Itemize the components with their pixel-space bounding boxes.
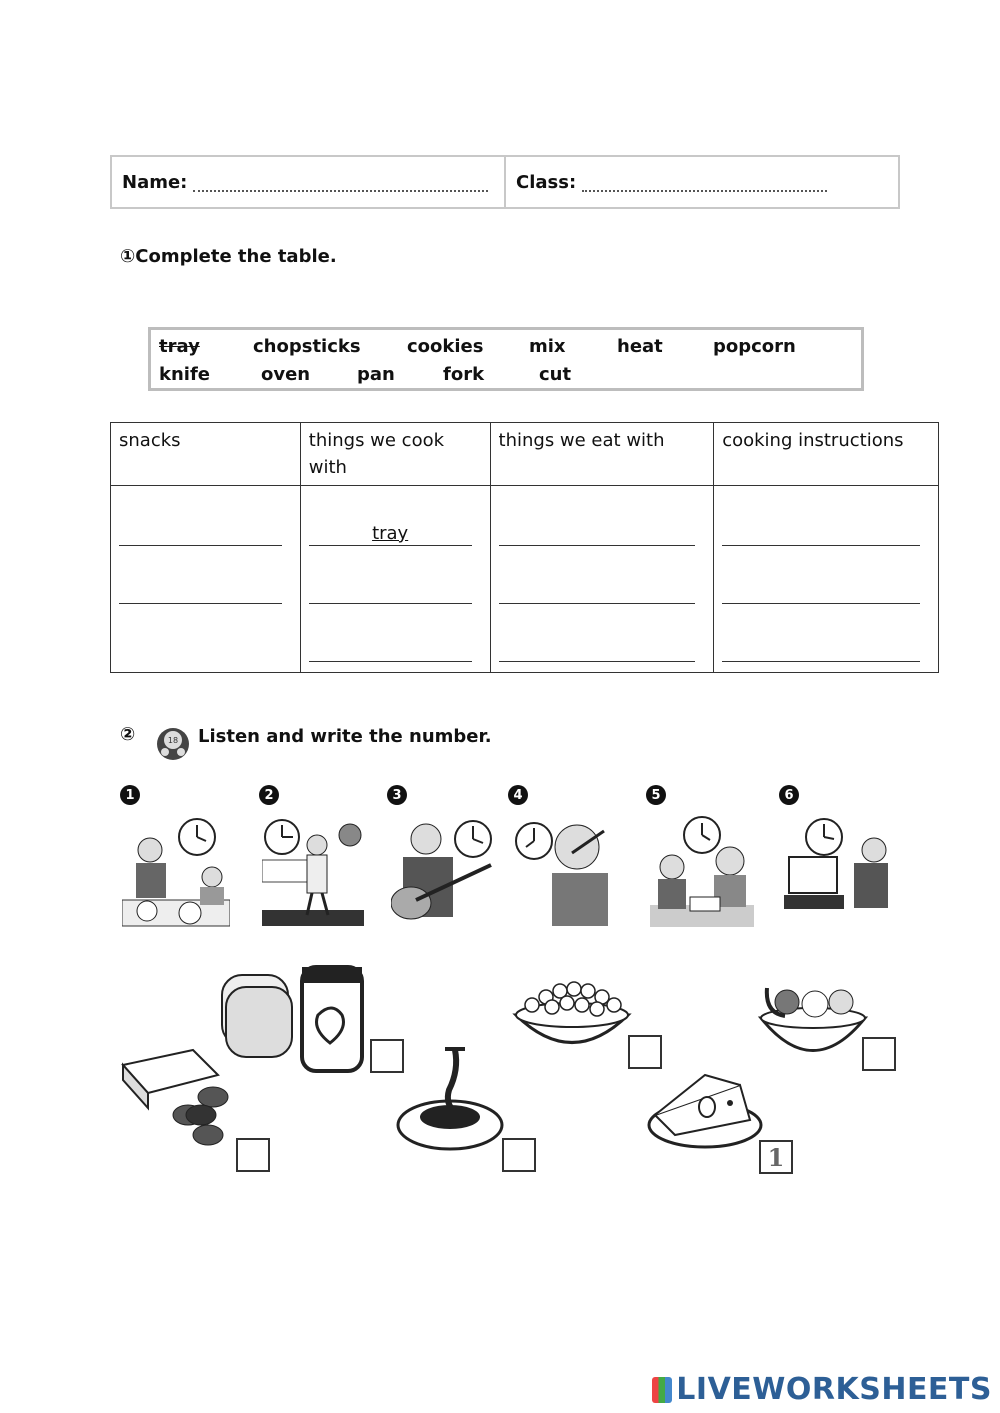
- scene-4-brushing-teeth-illustration: [512, 815, 616, 927]
- section2-title: Listen and write the number.: [198, 726, 492, 747]
- answer-blank[interactable]: [499, 552, 706, 610]
- name-label: Name:: [122, 171, 188, 193]
- answer-box-fruit[interactable]: [862, 1037, 896, 1071]
- scene-number: 4: [508, 785, 528, 805]
- class-cell[interactable]: [504, 157, 898, 207]
- scene-number: 1: [120, 785, 140, 805]
- answer-blank-example: [309, 494, 482, 552]
- fruit-bowl-illustration: [757, 978, 869, 1068]
- word-bank-item: cookies: [407, 336, 484, 357]
- scene-6-watching-tv-illustration: [784, 815, 890, 927]
- answer-box-spaghetti[interactable]: [502, 1138, 536, 1172]
- class-field[interactable]: [582, 172, 827, 192]
- cheese-illustration: [645, 1065, 765, 1155]
- word-bank-item: mix: [529, 336, 566, 357]
- cookies-illustration: [118, 1045, 238, 1160]
- name-field[interactable]: [193, 172, 488, 192]
- liveworksheets-mark-icon: [652, 1377, 672, 1403]
- scene-1-eating-pizza-illustration: [122, 815, 230, 927]
- answer-blank[interactable]: [722, 610, 930, 668]
- answer-blank[interactable]: [309, 552, 482, 610]
- liveworksheets-logo: [652, 1372, 992, 1407]
- snacks-column: [111, 486, 301, 673]
- instructions-column: [714, 486, 939, 673]
- word-bank-item: knife: [159, 364, 210, 385]
- word-bank-item: cut: [539, 364, 572, 385]
- toast-and-jam-illustration: [218, 965, 368, 1075]
- section1-heading: [120, 246, 337, 267]
- cook-with-column: [300, 486, 490, 673]
- header-eat-with: things we eat with: [490, 423, 714, 486]
- section2-number: ②: [120, 724, 136, 745]
- scene-5-homework-illustration: [650, 815, 754, 927]
- answer-box-cookies[interactable]: [236, 1138, 270, 1172]
- word-bank-item: fork: [443, 364, 485, 385]
- track-number: 18: [167, 736, 179, 745]
- scene-number: 6: [779, 785, 799, 805]
- scene-2-volleyball-illustration: [262, 815, 364, 927]
- answer-blank[interactable]: [119, 552, 292, 610]
- word-bank-item: tray: [159, 336, 200, 357]
- word-bank-item: popcorn: [713, 336, 796, 357]
- word-bank-item: heat: [617, 336, 663, 357]
- section1-title: Complete the table.: [135, 246, 337, 267]
- spaghetti-illustration: [395, 1045, 505, 1155]
- student-info-box: [110, 155, 900, 209]
- answer-box-cheese[interactable]: 1: [759, 1140, 793, 1174]
- answer-blank[interactable]: [119, 494, 292, 552]
- header-cook-with: things we cook with: [300, 423, 490, 486]
- answer-blank[interactable]: [309, 610, 482, 668]
- eat-with-column: [490, 486, 714, 673]
- table-header-row: [111, 423, 939, 486]
- word-bank: [148, 327, 864, 391]
- scene-number: 2: [259, 785, 279, 805]
- word-bank-item: oven: [261, 364, 311, 385]
- name-cell[interactable]: [112, 157, 504, 207]
- answer-blank[interactable]: [499, 610, 706, 668]
- answer-box-toast-jam[interactable]: [370, 1039, 404, 1073]
- header-snacks: snacks: [111, 423, 301, 486]
- answer-blank[interactable]: [499, 494, 706, 552]
- word-bank-item: pan: [357, 364, 395, 385]
- answer-box-popcorn[interactable]: [628, 1035, 662, 1069]
- audio-track-icon[interactable]: [155, 726, 191, 762]
- classification-table: [110, 422, 939, 673]
- section1-number: ①: [120, 246, 136, 267]
- header-instructions: cooking instructions: [714, 423, 939, 486]
- word-bank-item: chopsticks: [253, 336, 361, 357]
- answer-blank[interactable]: [722, 494, 930, 552]
- scene-number: 3: [387, 785, 407, 805]
- scene-3-guitar-illustration: [391, 815, 495, 927]
- popcorn-illustration: [512, 975, 632, 1060]
- answer-blank[interactable]: [722, 552, 930, 610]
- brand-text: LIVEWORKSHEETS: [676, 1372, 992, 1407]
- example-answer: tray: [372, 523, 409, 544]
- table-answer-row: [111, 486, 939, 673]
- class-label: Class:: [516, 171, 577, 193]
- scene-number: 5: [646, 785, 666, 805]
